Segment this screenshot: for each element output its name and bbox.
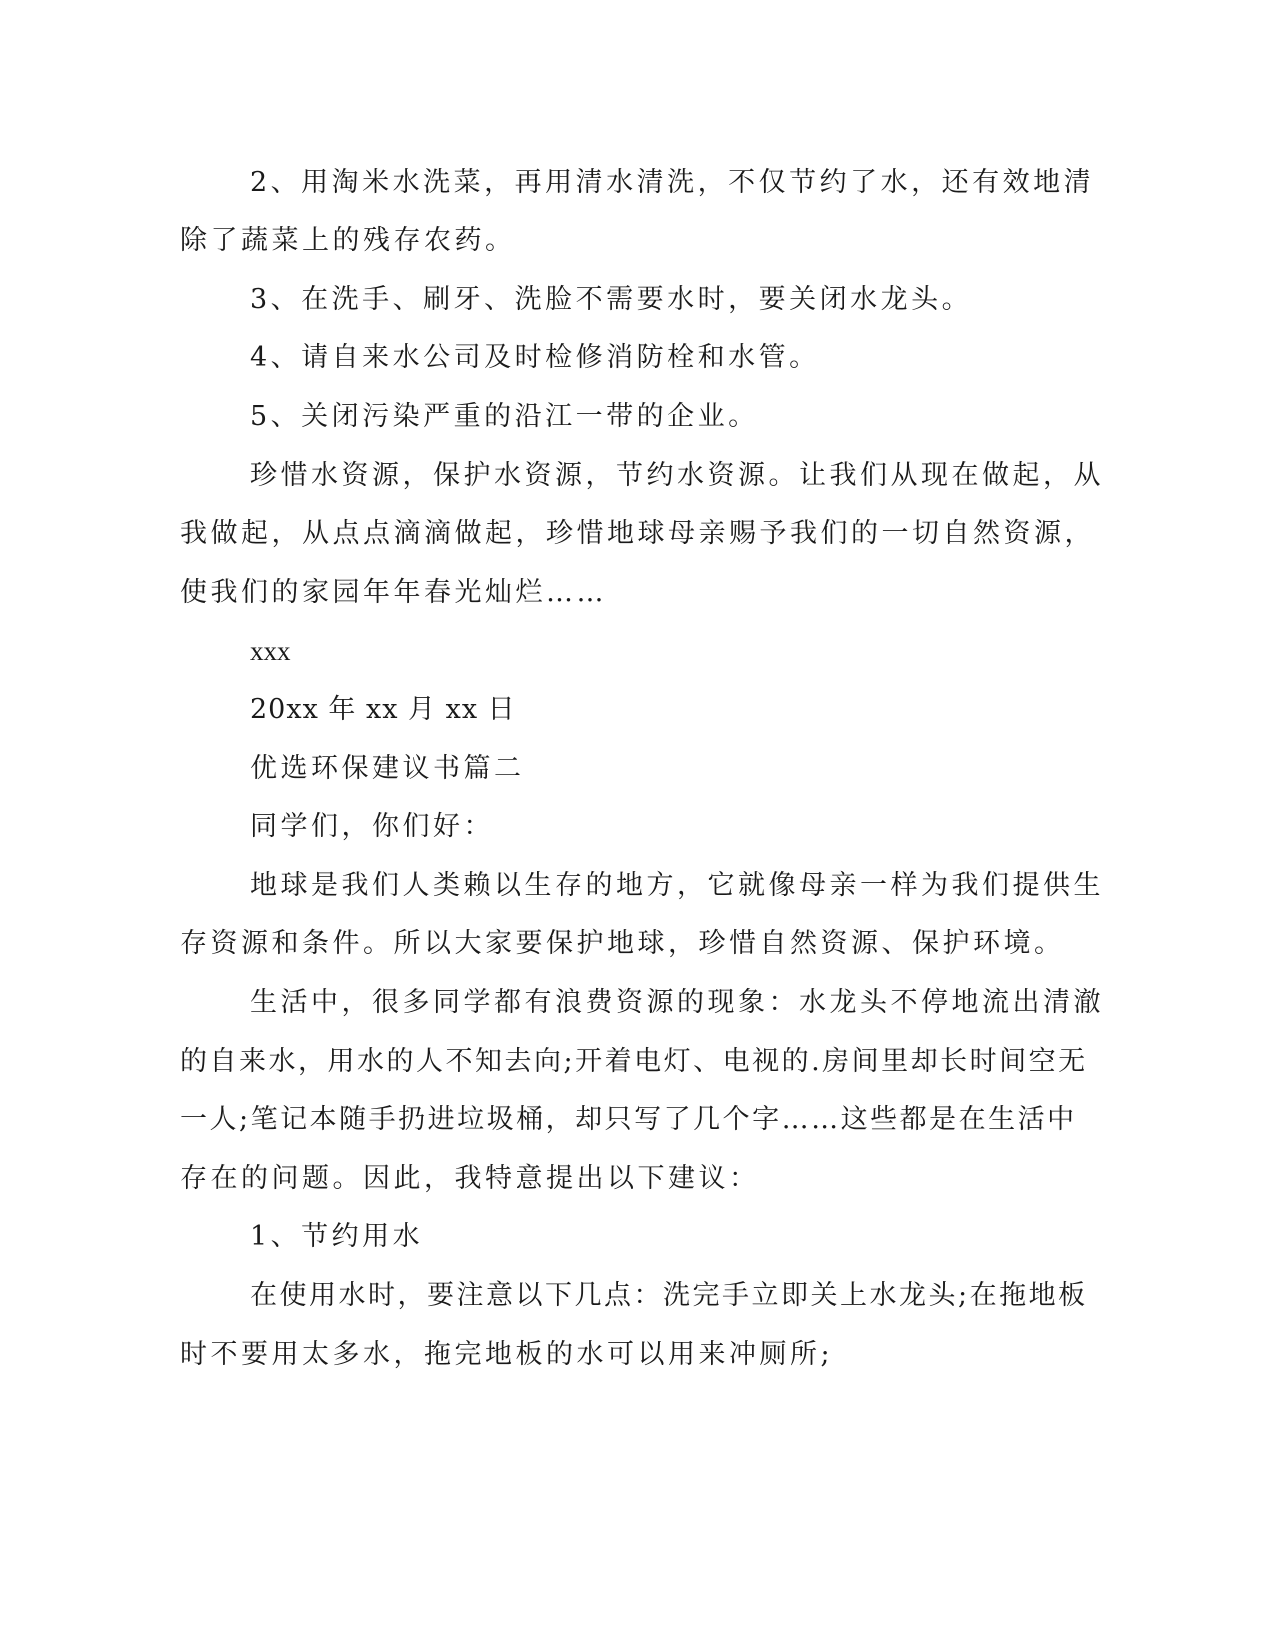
- paragraph-line: 4、请自来水公司及时检修消防栓和水管。: [250, 342, 820, 373]
- paragraph-line: 的自来水，用水的人不知去向;开着电灯、电视的.房间里却长时间空无: [180, 1046, 1088, 1077]
- paragraph-line: 在使用水时，要注意以下几点：洗完手立即关上水龙头;在拖地板: [250, 1280, 1088, 1311]
- paragraph-line: 生活中，很多同学都有浪费资源的现象：水龙头不停地流出清澈: [250, 987, 1104, 1018]
- paragraph-line: 3、在洗手、刷牙、洗脸不需要水时，要关闭水龙头。: [250, 284, 973, 315]
- signature-name: xxx: [250, 636, 291, 666]
- paragraph-line: 我做起，从点点滴滴做起，珍惜地球母亲赐予我们的一切自然资源，: [180, 518, 1095, 549]
- paragraph-line: 一人;笔记本随手扔进垃圾桶，却只写了几个字……这些都是在生活中: [180, 1104, 1077, 1135]
- paragraph-line: 2、用淘米水洗菜，再用清水清洗，不仅节约了水，还有效地清: [250, 167, 1095, 198]
- paragraph-line: 除了蔬菜上的残存农药。: [180, 225, 516, 256]
- paragraph-line: 存在的问题。因此，我特意提出以下建议：: [180, 1163, 760, 1194]
- paragraph-line: 地球是我们人类赖以生存的地方，它就像母亲一样为我们提供生: [250, 870, 1104, 901]
- paragraph-line: 5、关闭污染严重的沿江一带的企业。: [250, 401, 759, 432]
- paragraph-line: 使我们的家园年年春光灿烂……: [180, 577, 607, 608]
- paragraph-line: 存资源和条件。所以大家要保护地球，珍惜自然资源、保护环境。: [180, 928, 1065, 959]
- paragraph-line: 珍惜水资源，保护水资源，节约水资源。让我们从现在做起，从: [250, 460, 1104, 491]
- list-item-heading: 1、节约用水: [250, 1221, 424, 1252]
- signature-date: 20xx 年 xx 月 xx 日: [250, 694, 516, 725]
- section-title: 优选环保建议书篇二: [250, 753, 525, 784]
- salutation: 同学们，你们好：: [250, 811, 494, 842]
- paragraph-line: 时不要用太多水，拖完地板的水可以用来冲厕所;: [180, 1339, 834, 1370]
